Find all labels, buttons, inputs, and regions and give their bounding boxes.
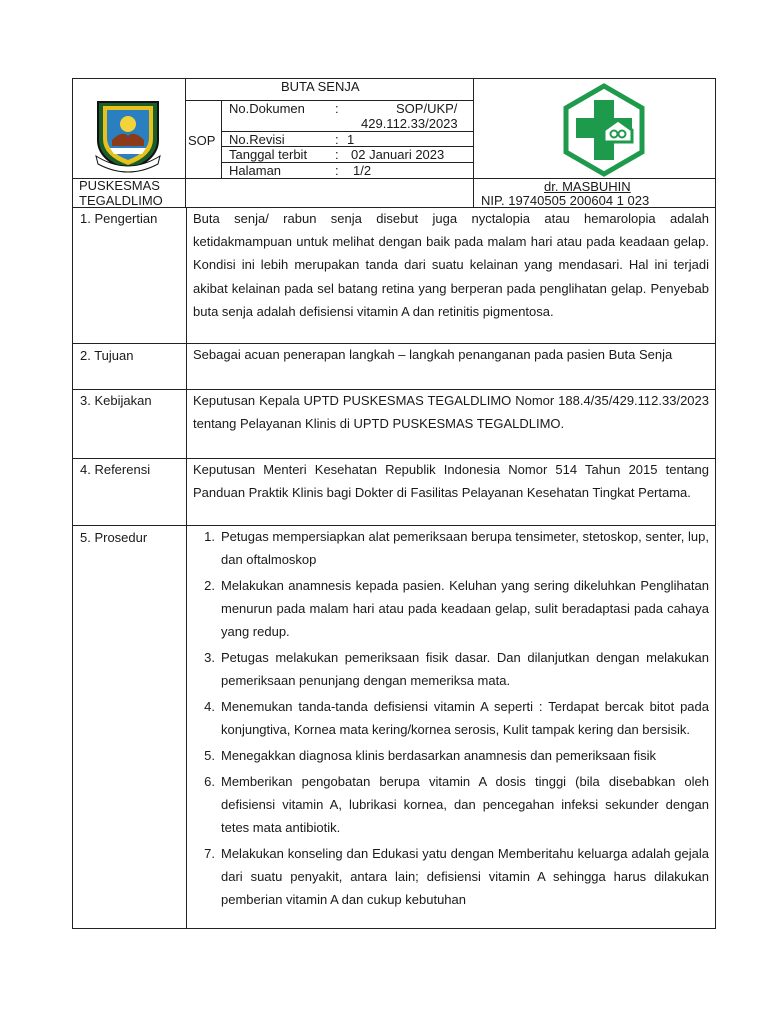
- section-label-tujuan: 2. Tujuan: [80, 348, 134, 363]
- page-label: Halaman: [229, 163, 282, 178]
- section-label-kebijakan: 3. Kebijakan: [80, 393, 152, 408]
- signer-name: dr. MASBUHIN: [544, 179, 631, 194]
- signer-nip: NIP. 19740505 200604 1 023: [481, 193, 650, 208]
- section-text-tujuan: Sebagai acuan penerapan langkah – langkah penanganan pada pasien Buta Senja: [193, 347, 673, 362]
- doc-no-value-2: 429.112.33/2023: [361, 116, 458, 131]
- revision-label: No.Revisi: [229, 132, 285, 147]
- section-label-prosedur: 5. Prosedur: [80, 530, 148, 545]
- sop-content-table: [72, 208, 716, 929]
- revision-value: 1: [347, 132, 355, 147]
- date-colon: :: [335, 147, 339, 162]
- procedure-step: 4. Menemukan tanda-tanda defisiensi vitamin A seperti : Terdapat bercak bitot pada konjungtiva, Kornea mata kering/kornea serosis, Kulit tampak kering dan bersisik.: [204, 698, 709, 738]
- procedure-steps-area: [186, 515, 714, 928]
- regency-seal-logo: [92, 96, 164, 174]
- doc-no-colon: :: [335, 101, 339, 116]
- doc-no-label: No.Dokumen: [229, 101, 305, 116]
- revision-colon: :: [335, 132, 339, 147]
- procedure-steps-list: [193, 525, 709, 914]
- org-name-line-2: TEGALDLIMO: [79, 193, 163, 208]
- procedure-step: 6. Memberikan pengobatan berupa vitamin A dosis tinggi (bila disebabkan oleh defisiensi vitamin A, lubrikasi kornea, dan pencegahan infeksi sekunder dengan tetes mata antibiotik.: [204, 773, 709, 835]
- puskesmas-logo: [556, 82, 652, 178]
- procedure-step: 2. Melakukan anamnesis kepada pasien. Keluhan yang sering dikeluhkan Penglihatan menurun pada malam hari atau pada keadaan gelap, sulit beradaptasi pada cahaya yang redup.: [204, 577, 709, 640]
- page-colon: :: [335, 163, 339, 178]
- procedure-step: 7. Melakukan konseling dan Edukasi yatu dengan Memberitahu keluarga adalah gejala dari suatu penyakit, antara lain; defisiensi vitamin A sehingga harus dilakukan pemberian vitamin A dan cukup kebutuhan: [204, 845, 709, 908]
- section-label-referensi: 4. Referensi: [80, 462, 151, 477]
- date-value: 02 Januari 2023: [351, 147, 445, 162]
- procedure-step: 1. Petugas mempersiapkan alat pemeriksaan berupa tensimeter, stetoskop, senter, lup, dan oftalmoskop: [204, 529, 709, 568]
- sop-label: SOP: [188, 133, 216, 148]
- doc-no-value-1: SOP/UKP/: [396, 101, 458, 116]
- org-name-line-1: PUSKESMAS: [79, 178, 160, 193]
- section-label-pengertian: 1. Pengertian: [80, 211, 158, 226]
- procedure-step: 5. Menegakkan diagnosa klinis berdasarkan anamnesis dan pemeriksaan fisik: [204, 747, 657, 763]
- date-label: Tanggal terbit: [229, 147, 308, 162]
- section-text-kebijakan: Keputusan Kepala UPTD PUSKESMAS TEGALDLIMO Nomor 188.4/35/429.112.33/2023 tentang Pelayanan Klinis di UPTD PUSKESMAS TEGALDLIMO.: [193, 393, 709, 432]
- section-text-pengertian: Buta senja/ rabun senja disebut juga nyctalopia atau hemarolopia adalah ketidakmampuan untuk melihat dengan baik pada malam hari atau pada keadaan gelap. Kondisi ini lebih merupakan tanda dari suatu kelainan yang mendasari. Hal ini terjadi akibat kelainan pada sel batang retina yang berperan pada penglihatan gelap. Penyebab buta senja adalah defisiensi vitamin A dan retinitis pigmentosa.: [193, 211, 709, 319]
- document-title: BUTA SENJA: [281, 79, 360, 94]
- procedure-step: 3. Petugas melakukan pemeriksaan fisik dasar. Dan dilanjutkan dengan melakukan pemeriksaan penunjang dengan memeriksa mata.: [204, 650, 709, 689]
- page-value: 1/2: [353, 163, 372, 178]
- section-text-referensi: Keputusan Menteri Kesehatan Republik Indonesia Nomor 514 Tahun 2015 tentang Panduan Praktik Klinis bagi Dokter di Fasilitas Pelayanan Kesehatan Tingkat Pertama.: [193, 462, 709, 501]
